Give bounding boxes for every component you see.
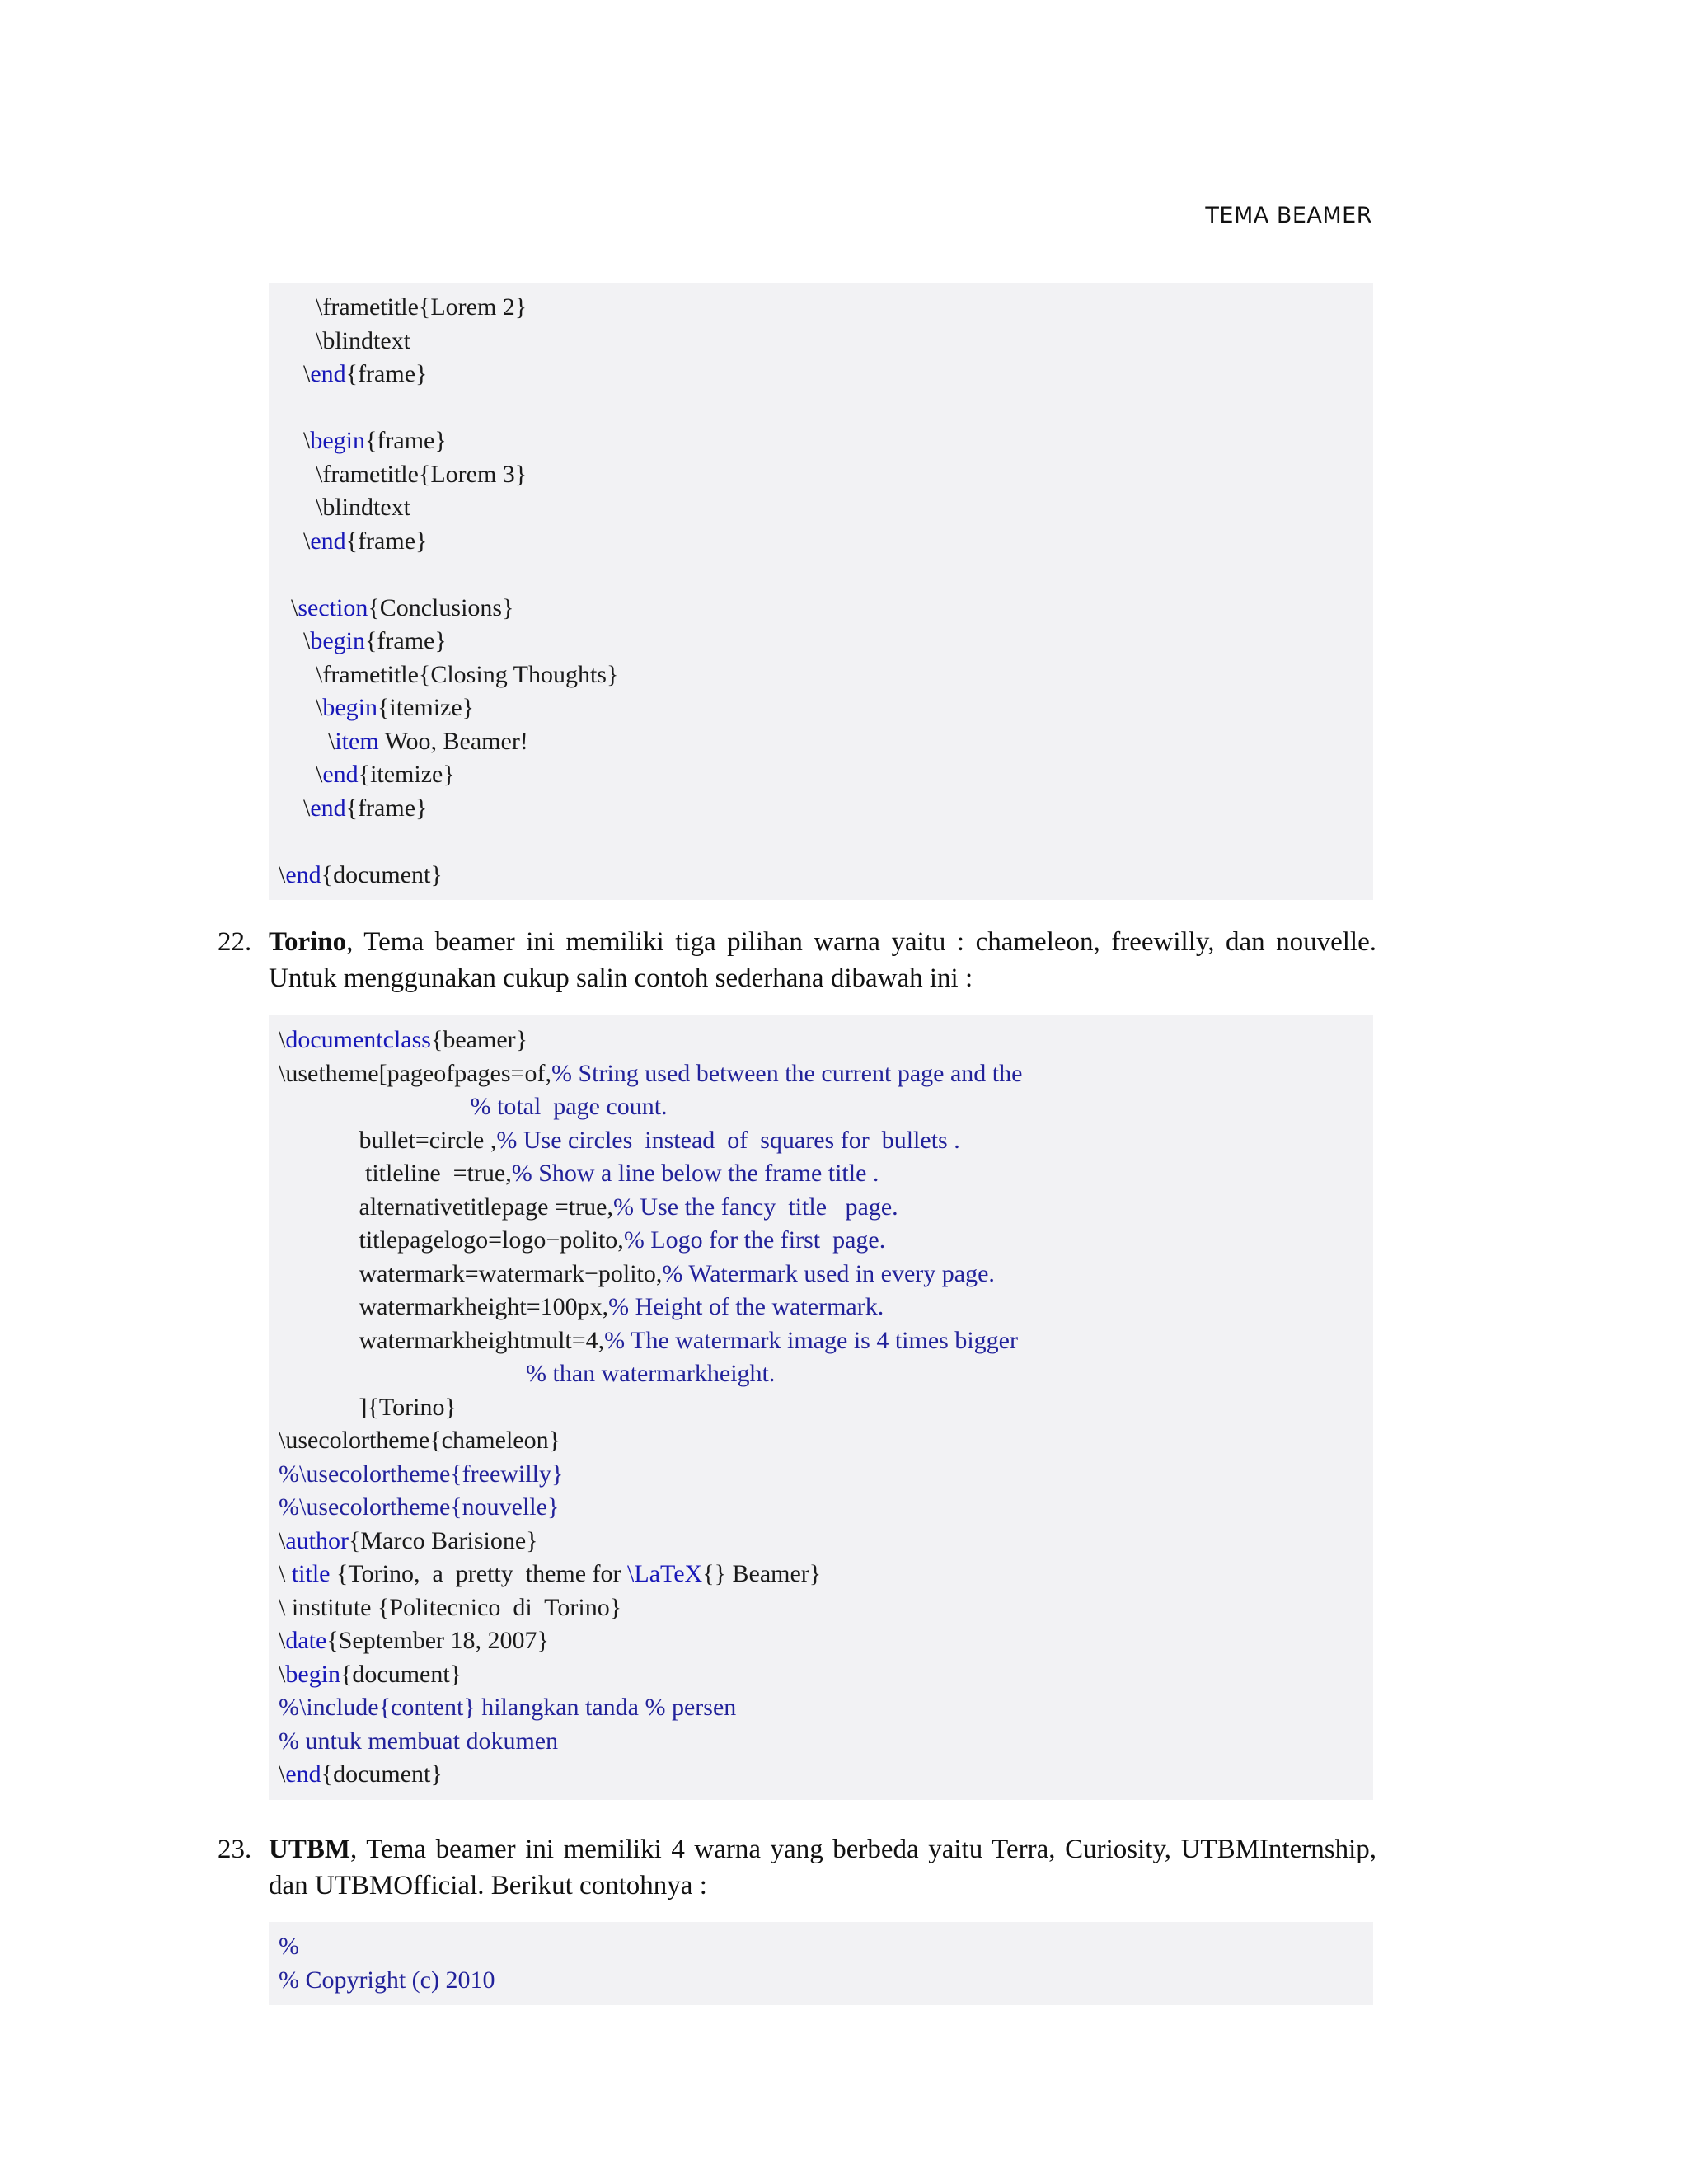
- code-line: [279, 525, 1363, 559]
- code-text: {Marco Barisione}: [348, 1526, 538, 1554]
- code-keyword: author: [285, 1526, 349, 1554]
- code-line: [279, 1357, 1363, 1391]
- code-text: \ institute {Politecnico di Torino}: [279, 1593, 622, 1621]
- code-comment: %\include{content} hilangkan tanda % persen: [279, 1694, 737, 1721]
- code-text: {frame}: [345, 360, 428, 387]
- code-keyword: end: [310, 794, 346, 822]
- code-text: \: [279, 1627, 286, 1654]
- code-line: [279, 1391, 1363, 1425]
- code-keyword: item: [335, 727, 379, 755]
- code-line: [279, 491, 1363, 525]
- code-keyword: documentclass: [285, 1026, 431, 1053]
- code-line: [279, 1658, 1363, 1692]
- code-comment: % Use circles instead of squares for bullets .: [496, 1126, 960, 1154]
- code-line: [279, 1291, 1363, 1324]
- list-item-number: 22.: [218, 927, 252, 957]
- code-keyword: end: [310, 527, 346, 555]
- code-block-latex-frames: [269, 283, 1373, 900]
- code-text: {Torino, a pretty theme for: [330, 1560, 628, 1587]
- code-text: {frame}: [345, 527, 428, 555]
- code-keyword: begin: [285, 1660, 340, 1688]
- list-item-number: 23.: [218, 1835, 252, 1864]
- code-line: [279, 691, 1363, 725]
- code-keyword: date: [285, 1627, 327, 1654]
- code-line: [279, 1591, 1363, 1625]
- list-item-23: [218, 1831, 1376, 1904]
- code-line: [279, 1725, 1363, 1759]
- code-line: [279, 1057, 1363, 1091]
- code-text: \: [279, 627, 311, 654]
- code-text: ]{Torino}: [279, 1393, 457, 1421]
- code-text: titleline =true,: [279, 1160, 512, 1187]
- code-comment: %: [279, 1933, 299, 1960]
- code-text: \usetheme[pageofpages=of,: [279, 1059, 551, 1087]
- code-comment: % Height of the watermark.: [608, 1293, 884, 1320]
- code-text: \usecolortheme{chameleon}: [279, 1427, 560, 1454]
- code-text: \: [279, 860, 286, 888]
- code-text: bullet=circle ,: [279, 1126, 497, 1154]
- code-line: [279, 1424, 1363, 1458]
- code-comment: %\usecolortheme{freewilly}: [279, 1460, 564, 1488]
- code-text: [279, 1360, 526, 1387]
- code-line: [279, 1191, 1363, 1225]
- code-text: \frametitle{Lorem 3}: [279, 460, 528, 488]
- code-keyword: end: [322, 761, 359, 788]
- code-line: [279, 1525, 1363, 1558]
- code-keyword: title: [291, 1560, 331, 1587]
- code-text: \: [279, 593, 298, 621]
- code-text: watermarkheight=100px,: [279, 1293, 609, 1320]
- code-keyword: end: [285, 860, 321, 888]
- code-line: [279, 859, 1363, 893]
- code-line: [279, 291, 1363, 325]
- code-text: \: [279, 794, 311, 822]
- code-line: [279, 1324, 1363, 1358]
- code-keyword: section: [298, 593, 368, 621]
- code-line: [279, 1624, 1363, 1658]
- code-text: \: [279, 1526, 286, 1554]
- code-line: [279, 325, 1363, 359]
- code-text: \blindtext: [279, 494, 410, 521]
- code-line: [279, 358, 1363, 391]
- code-text: {frame}: [345, 794, 428, 822]
- code-text: {itemize}: [377, 694, 475, 721]
- code-line: [279, 1157, 1363, 1191]
- code-text: \: [279, 1560, 292, 1587]
- code-comment: % Logo for the first page.: [623, 1226, 886, 1254]
- code-text: \: [279, 694, 323, 721]
- code-text: \: [279, 1760, 286, 1788]
- code-comment: % String used between the current page and the: [551, 1059, 1023, 1087]
- code-text: Woo, Beamer!: [378, 727, 528, 755]
- code-comment: % total page count.: [470, 1093, 668, 1120]
- code-text: watermark=watermark−polito,: [279, 1259, 663, 1287]
- code-text: \frametitle{Closing Thoughts}: [279, 660, 619, 688]
- code-text: titlepagelogo=logo−polito,: [279, 1226, 624, 1254]
- code-keyword: begin: [322, 694, 377, 721]
- code-line: [279, 1024, 1363, 1057]
- code-line: [279, 1458, 1363, 1492]
- code-line: [279, 725, 1363, 759]
- code-text: {document}: [340, 1660, 462, 1688]
- code-comment: % Copyright (c) 2010: [279, 1966, 495, 1994]
- code-line: [279, 1224, 1363, 1258]
- code-keyword: end: [285, 1760, 321, 1788]
- theme-description: , Tema beamer ini memiliki 4 warna yang berbeda yaitu Terra, Curiosity, UTBMInternship, dan UTBMOfficial. Berikut contohnya :: [269, 1835, 1376, 1900]
- code-line: [279, 424, 1363, 458]
- code-line: [279, 1090, 1363, 1124]
- code-keyword: begin: [310, 427, 365, 454]
- code-text: \: [279, 360, 311, 387]
- code-block-utbm-example: [269, 1922, 1373, 2005]
- code-text: \: [279, 427, 311, 454]
- code-line: [279, 1691, 1363, 1725]
- code-line: [279, 658, 1363, 692]
- code-text: {frame}: [365, 427, 447, 454]
- code-comment: % than watermarkheight.: [526, 1360, 776, 1387]
- code-line: [279, 458, 1363, 492]
- code-line: [279, 758, 1363, 792]
- code-text: {document}: [321, 860, 443, 888]
- code-line: [279, 1124, 1363, 1158]
- code-keyword: begin: [310, 627, 365, 654]
- code-text: {itemize}: [358, 761, 455, 788]
- code-text: {Conclusions}: [368, 593, 514, 621]
- code-line: [279, 625, 1363, 658]
- code-line: [279, 1758, 1363, 1792]
- code-line: [279, 592, 1363, 626]
- list-item-text: [269, 1831, 1376, 1904]
- theme-name: UTBM: [269, 1835, 350, 1864]
- code-text: \blindtext: [279, 326, 410, 354]
- code-line: [279, 792, 1363, 826]
- code-text: {frame}: [365, 627, 447, 654]
- code-text: \: [279, 1660, 286, 1688]
- theme-name: Torino: [269, 927, 347, 957]
- code-text: \: [279, 1026, 286, 1053]
- code-comment: % Show a line below the frame title .: [511, 1160, 879, 1187]
- list-item-text: [269, 924, 1376, 996]
- code-line: [279, 1491, 1363, 1525]
- code-text: {} Beamer}: [702, 1560, 822, 1587]
- code-line: [279, 558, 1363, 592]
- code-keyword: \LaTeX: [627, 1560, 703, 1587]
- code-line: [279, 1258, 1363, 1291]
- code-line: [279, 1964, 1363, 1998]
- code-text: \: [279, 727, 335, 755]
- code-line: [279, 1930, 1363, 1964]
- code-comment: % Use the fancy title page.: [612, 1193, 898, 1221]
- running-header: TEMA BEAMER: [1205, 203, 1372, 228]
- code-line: [279, 825, 1363, 859]
- code-comment: %\usecolortheme{nouvelle}: [279, 1493, 560, 1521]
- code-text: {beamer}: [430, 1026, 528, 1053]
- list-item-22: [218, 924, 1376, 996]
- code-text: {September 18, 2007}: [326, 1627, 549, 1654]
- code-text: watermarkheightmult=4,: [279, 1326, 605, 1354]
- code-text: \: [279, 527, 311, 555]
- code-text: {document}: [321, 1760, 443, 1788]
- code-block-torino-example: [269, 1015, 1373, 1800]
- theme-description: , Tema beamer ini memiliki tiga pilihan warna yaitu : chameleon, freewilly, dan nouvelle. Untuk menggunakan cukup salin contoh sederhana dibawah ini :: [269, 927, 1376, 993]
- code-text: alternativetitlepage =true,: [279, 1193, 613, 1221]
- code-text: [279, 1093, 471, 1120]
- code-keyword: end: [310, 360, 346, 387]
- code-text: \frametitle{Lorem 2}: [279, 293, 528, 321]
- code-text: \: [279, 761, 323, 788]
- code-comment: % untuk membuat dokumen: [279, 1727, 559, 1755]
- code-comment: % The watermark image is 4 times bigger: [604, 1326, 1018, 1354]
- code-comment: % Watermark used in every page.: [662, 1259, 995, 1287]
- code-line: [279, 1558, 1363, 1591]
- code-line: [279, 391, 1363, 425]
